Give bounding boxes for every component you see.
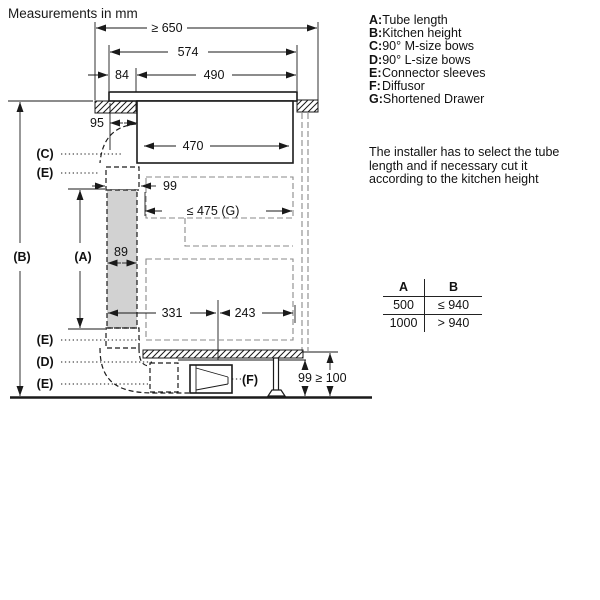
mark-b-label: (B) [13, 250, 31, 264]
dim-243 [220, 306, 293, 320]
diffusor [190, 365, 232, 393]
table-header-row [383, 279, 482, 297]
dim-tube-length-A [74, 190, 91, 328]
worktop-hob [90, 92, 318, 163]
dim-89-label: 89 [114, 245, 128, 259]
mark-a-label: (A) [74, 250, 92, 264]
table-row [383, 297, 482, 315]
dim-650-label: ≥ 650 [151, 21, 183, 35]
cabinet-leg [274, 358, 279, 391]
legend [369, 14, 486, 106]
svg-text:≤ 475 (G) [187, 204, 240, 218]
dim-99-top-label: 99 [163, 179, 177, 193]
dim-99-bottom [298, 360, 312, 396]
dim-574 [110, 45, 296, 59]
legend-key: G: [369, 92, 383, 107]
tube-length-table [383, 279, 482, 332]
legend-label: Shortened Drawer [382, 92, 485, 107]
hood-body [137, 101, 293, 163]
mark-g-label: (G) [221, 204, 240, 218]
legend-label: 90° M-size bows [382, 39, 475, 54]
hob-glass [109, 92, 297, 101]
legend-item-c [369, 40, 486, 53]
table-cell-a: 1000 [383, 315, 425, 333]
dim-470-label: 470 [182, 139, 204, 153]
legend-label: Diffusor [382, 79, 425, 94]
drawer-lower [146, 259, 293, 340]
legend-item-d [369, 54, 486, 67]
legend-label: Connector sleeves [382, 65, 486, 80]
worktop-right-section [297, 100, 318, 112]
mark-e2-label: (E) [36, 333, 54, 347]
table-header-a: A [383, 279, 425, 297]
dim-kitchen-height-B [13, 102, 30, 396]
table-cell-b: ≤ 940 [425, 297, 483, 315]
table-cell-b: > 940 [437, 316, 470, 330]
legend-label: Tube length [382, 13, 448, 27]
dim-243-label: 243 [234, 306, 256, 320]
legend-key: D: [369, 52, 383, 67]
cabinet-bottom-panel [143, 350, 303, 358]
mark-c-label: (C) [36, 147, 54, 161]
table-row [383, 315, 482, 333]
legend-key: B: [369, 26, 383, 41]
mark-e3-label: (E) [36, 377, 54, 391]
legend-item-g [369, 93, 486, 106]
cabinet-foot [268, 390, 285, 396]
dim-100 [315, 353, 346, 396]
connector-sleeve-bottom [106, 328, 139, 348]
dim-490-label: 490 [203, 68, 225, 82]
dim-475 [145, 204, 292, 218]
mark-d-label: (D) [36, 355, 54, 369]
tube [107, 190, 137, 328]
dim-95-label: 95 [90, 116, 104, 130]
legend-label: 90° L-size bows [382, 52, 471, 67]
table-cell-a: 500 [383, 297, 425, 315]
bow-c [100, 124, 136, 163]
legend-key: E: [369, 65, 382, 80]
mark-e1-label: (E) [36, 166, 54, 180]
connector-sleeve-diffusor [150, 363, 178, 392]
legend-label: Kitchen height [382, 26, 462, 41]
legend-key: F: [369, 79, 381, 94]
legend-key: C: [369, 39, 383, 54]
dim-99-bottom-label: 99 [298, 371, 312, 385]
worktop-left-section [95, 101, 137, 113]
dim-84-label: 84 [115, 68, 129, 82]
dim-100-label: ≥ 100 [315, 371, 347, 385]
connector-sleeve-top [106, 167, 139, 190]
legend-key: A: [369, 13, 383, 27]
dim-331-label: 331 [161, 306, 183, 320]
drawer-step [185, 218, 293, 246]
installer-note: The installer has to select the tube length and if necessary cut it according to the kitchen height [369, 145, 560, 186]
dim-95 [90, 116, 137, 130]
dim-574-label: 574 [177, 45, 199, 59]
dim-650 [96, 21, 317, 35]
dim-84 [88, 68, 129, 82]
dim-475-label: ≤ 475 [186, 204, 218, 218]
table-header-b: B [425, 279, 483, 297]
mark-f-label: (F) [242, 373, 258, 387]
page-title: Measurements in mm [8, 6, 138, 21]
dim-490 [137, 68, 296, 82]
